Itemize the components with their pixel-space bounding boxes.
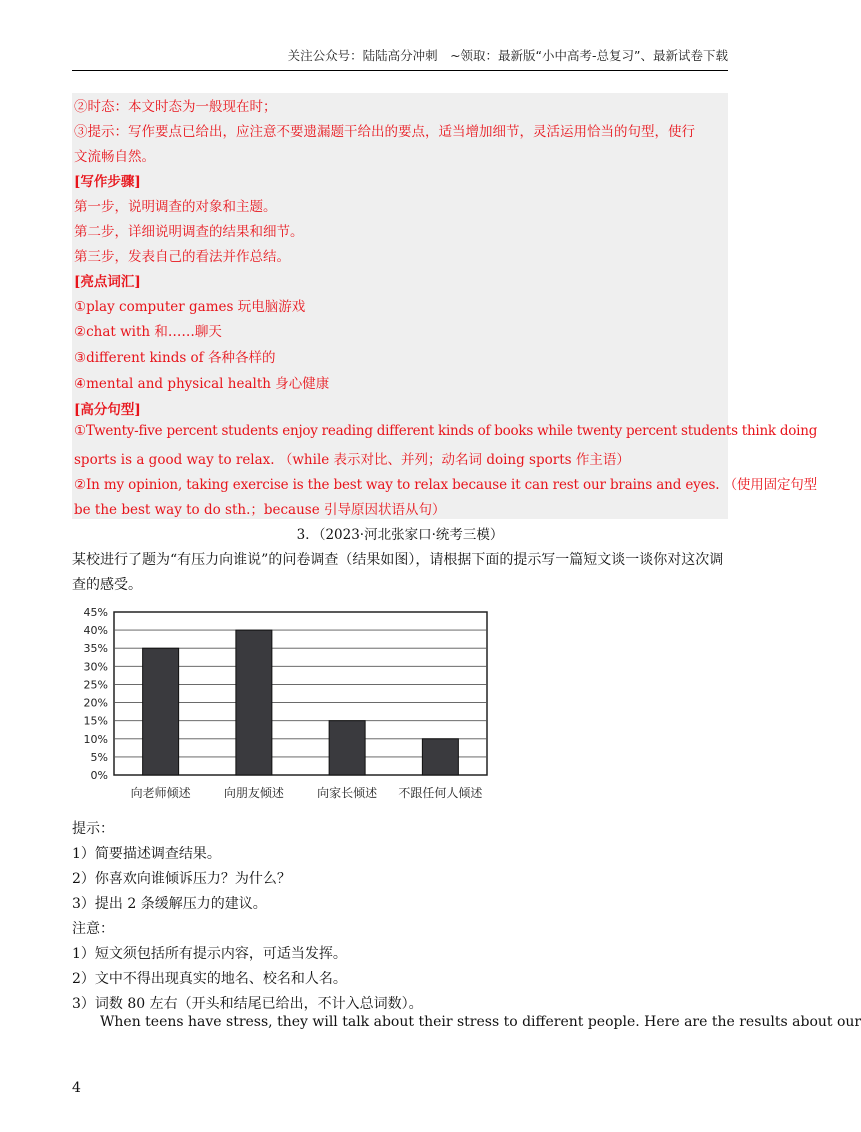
note-item: 1）短文须包括所有提示内容，可适当发挥。 [72, 946, 347, 962]
box-line: ③different kinds of 各种各样的 [74, 350, 276, 366]
note-item: 3）词数 80 左右（开头和结尾已给出，不计入总词数）。 [72, 996, 423, 1012]
box-line: ③提示：写作要点已给出，应注意不要遗漏题干给出的要点，适当增加细节，灵活运用恰当的句型，使行 [74, 124, 695, 140]
y-tick-label: 40% [83, 624, 108, 638]
box-line: ④mental and physical health 身心健康 [74, 376, 330, 392]
hint-item: 2）你喜欢向谁倾诉压力？为什么？ [72, 871, 291, 887]
y-tick-label: 25% [83, 678, 108, 692]
y-tick-label: 10% [83, 732, 108, 746]
header-rule [72, 70, 728, 71]
page-header: 关注公众号：陆陆高分冲刺 ~领取：最新版“小中高考-总复习”、最新试卷下载 [287, 48, 728, 63]
bar [143, 648, 179, 775]
bar [422, 739, 458, 775]
box-line: be the best way to do sth.；because 引导原因状语从句） [74, 502, 446, 518]
box-line: ②时态：本文时态为一般现在时； [74, 99, 277, 115]
section-heading-sentences: [高分句型] [74, 402, 141, 418]
box-line: 第二步，详细说明调查的结果和细节。 [74, 224, 304, 240]
box-line: 第一步，说明调查的对象和主题。 [74, 199, 277, 215]
page-number: 4 [72, 1080, 81, 1096]
box-line: 文流畅自然。 [74, 149, 155, 165]
notes-label: 注意： [72, 921, 114, 937]
bar [329, 721, 365, 775]
essay-opening: When teens have stress, they will talk about their stress to different people. Here are the results about our [100, 1014, 861, 1030]
section-heading-vocabulary: [亮点词汇] [74, 274, 141, 290]
box-line: ①Twenty-five percent students enjoy reading different kinds of books while twenty percent students think doing [74, 423, 818, 439]
x-category-label: 向家长倾述 [317, 786, 378, 800]
y-tick-label: 30% [83, 660, 108, 674]
box-line: ②In my opinion, taking exercise is the best way to relax because it can rest our brains and eyes. （使用固定句型 [74, 477, 818, 493]
x-category-label: 不跟任何人倾述 [398, 786, 483, 800]
answer-analysis-box [72, 93, 818, 519]
y-tick-label: 0% [90, 769, 108, 782]
hints-label: 提示： [72, 821, 114, 837]
box-line: ②chat with 和……聊天 [74, 324, 222, 340]
hint-item: 3）提出 2 条缓解压力的建议。 [72, 896, 267, 912]
question-title: 3．（2023·河北张家口·统考三模） [296, 527, 504, 543]
hint-item: 1）简要描述调查结果。 [72, 846, 221, 862]
y-tick-label: 5% [90, 750, 108, 764]
note-item: 2）文中不得出现真实的地名、校名和人名。 [72, 971, 347, 987]
question-intro: 某校进行了题为“有压力向谁说”的问卷调查（结果如图），请根据下面的提示写一篇短文谈一谈你对这次调查的感受。 [72, 552, 724, 593]
x-category-label: 向老师倾述 [130, 786, 191, 800]
x-category-label: 向朋友倾述 [223, 786, 284, 800]
box-line: 第三步，发表自己的看法并作总结。 [74, 249, 290, 265]
box-line: ①play computer games 玩电脑游戏 [74, 299, 306, 315]
section-heading-writing-steps: [写作步骤] [74, 174, 141, 190]
bar [236, 630, 272, 775]
y-tick-label: 35% [83, 642, 108, 656]
y-tick-label: 20% [83, 696, 108, 710]
box-line: sports is a good way to relax. （while 表示对比、并列；动名词 doing sports 作主语） [74, 452, 630, 468]
survey-bar-chart [72, 600, 512, 805]
y-tick-label: 15% [83, 714, 108, 728]
y-tick-label: 45% [83, 606, 108, 619]
